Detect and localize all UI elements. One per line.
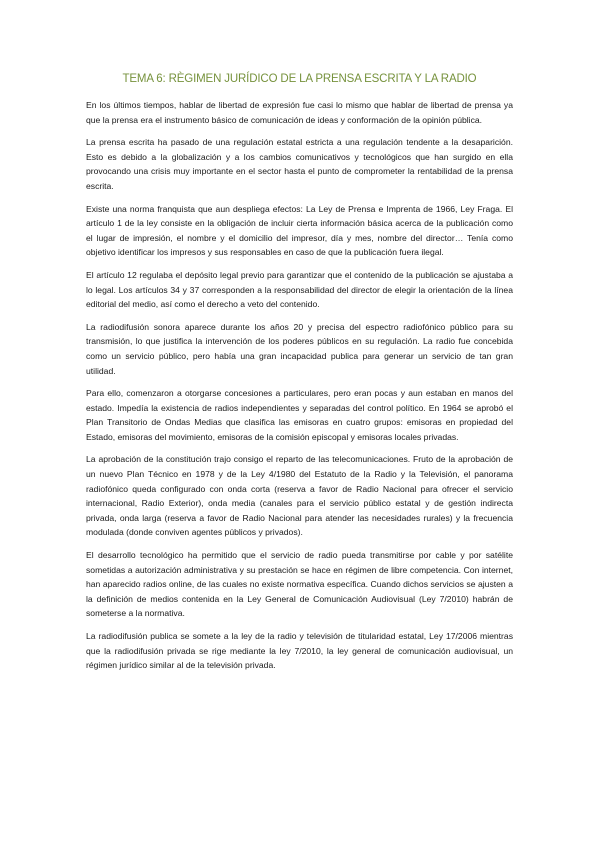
paragraph: El artículo 12 regulaba el depósito legal previo para garantizar que el contenido de la publicación se ajustaba a lo legal. Los artículos 34 y 37 corresponden a la responsabilidad del director de elegir la orientación de la línea editorial del medio, así como el derecho a veto del contenido. bbox=[86, 269, 513, 310]
paragraph: Existe una norma franquista que aun despliega efectos: La Ley de Prensa e Imprenta de 1966, Ley Fraga. El artículo 1 de la ley consiste en la obligación de incluir cierta información básica acerca de la publicación como el lugar de impresión, el nombre y el domicilio del impresor, día y mes, nombre del director… Tenía como objetivo identificar los impresos y sus responsables en caso de que la publicación fuera ilegal. bbox=[86, 203, 513, 258]
paragraph: La radiodifusión sonora aparece durante los años 20 y precisa del espectro radiofónico público para su transmisión, lo que justifica la intervención de los poderes públicos en su regulación. La radio fue concebida como un servicio público, pero había una gran incapacidad publica para generar un servicio de tan gran utilidad. bbox=[86, 321, 513, 376]
paragraph: La radiodifusión publica se somete a la ley de la radio y televisión de titularidad estatal, Ley 17/2006 mientras que la radiodifusión privada se rige mediante la ley 7/2010, la ley general de comunicación audiovisual, un régimen jurídico similar al de la televisión privada. bbox=[86, 631, 513, 671]
paragraph: La prensa escrita ha pasado de una regulación estatal estricta a una regulación tendente a la desaparición. Esto es debido a la globalización y a los cambios comunicativos y tecnológicos que han surgido en ella provocando una crisis muy importante en el sector hasta el punto de comprometer la rentabilidad de la prensa escrita. bbox=[86, 137, 513, 191]
paragraph: El desarrollo tecnológico ha permitido que el servicio de radio pueda transmitirse por cable y por satélite sometidas a autorización administrativa y su prestación se hace en régimen de libre competencia. Con internet, han aparecido radios online, de las cuales no existe normativa específica. Cuando dichos servicios se ajusten a la definición de medios contenida en la Ley General de Comunicación Audiovisual (Ley 7/2010) habrán de someterse a la normativa. bbox=[86, 550, 513, 619]
document-body bbox=[86, 98, 513, 681]
paragraph: Para ello, comenzaron a otorgarse concesiones a particulares, pero eran pocas y aun estaban en manos del estado. Impedía la existencia de radios independientes y separadas del control político. En 1964 se aprobó el Plan Transitorio de Ondas Medias que clasifica las emisoras en cuatro grupos: emisoras en propiedad del Estado, emisoras del movimiento, emisoras de la comisión episcopal y emisoras locales privadas. bbox=[86, 388, 513, 442]
paragraph: La aprobación de la constitución trajo consigo el reparto de las telecomunicaciones. Fruto de la aprobación de un nuevo Plan Técnico en 1978 y de la Ley 4/1980 del Estatuto de la Radio y la Televisión, el panorama radiofónico queda configurado con onda corta (reserva a favor de Radio Nacional para ofrecer el servicio internacional, Radio Exterior), onda media (canales para el servicio público estatal y de gestión indirecta privada, onda larga (reserva a favor de Radio Nacional para atender las necesidades rurales) y la frecuencia modulada (donde conviven agentes públicos y privados). bbox=[86, 454, 513, 538]
document-title: TEMA 6: RÈGIMEN JURÍDICO DE LA PRENSA ESCRITA Y LA RADIO bbox=[122, 73, 477, 85]
paragraph: En los últimos tiempos, hablar de libertad de expresión fue casi lo mismo que hablar de libertad de prensa ya que la prensa era el instrumento básico de comunicación de ideas y conformación de la opinión pública. bbox=[86, 100, 513, 125]
